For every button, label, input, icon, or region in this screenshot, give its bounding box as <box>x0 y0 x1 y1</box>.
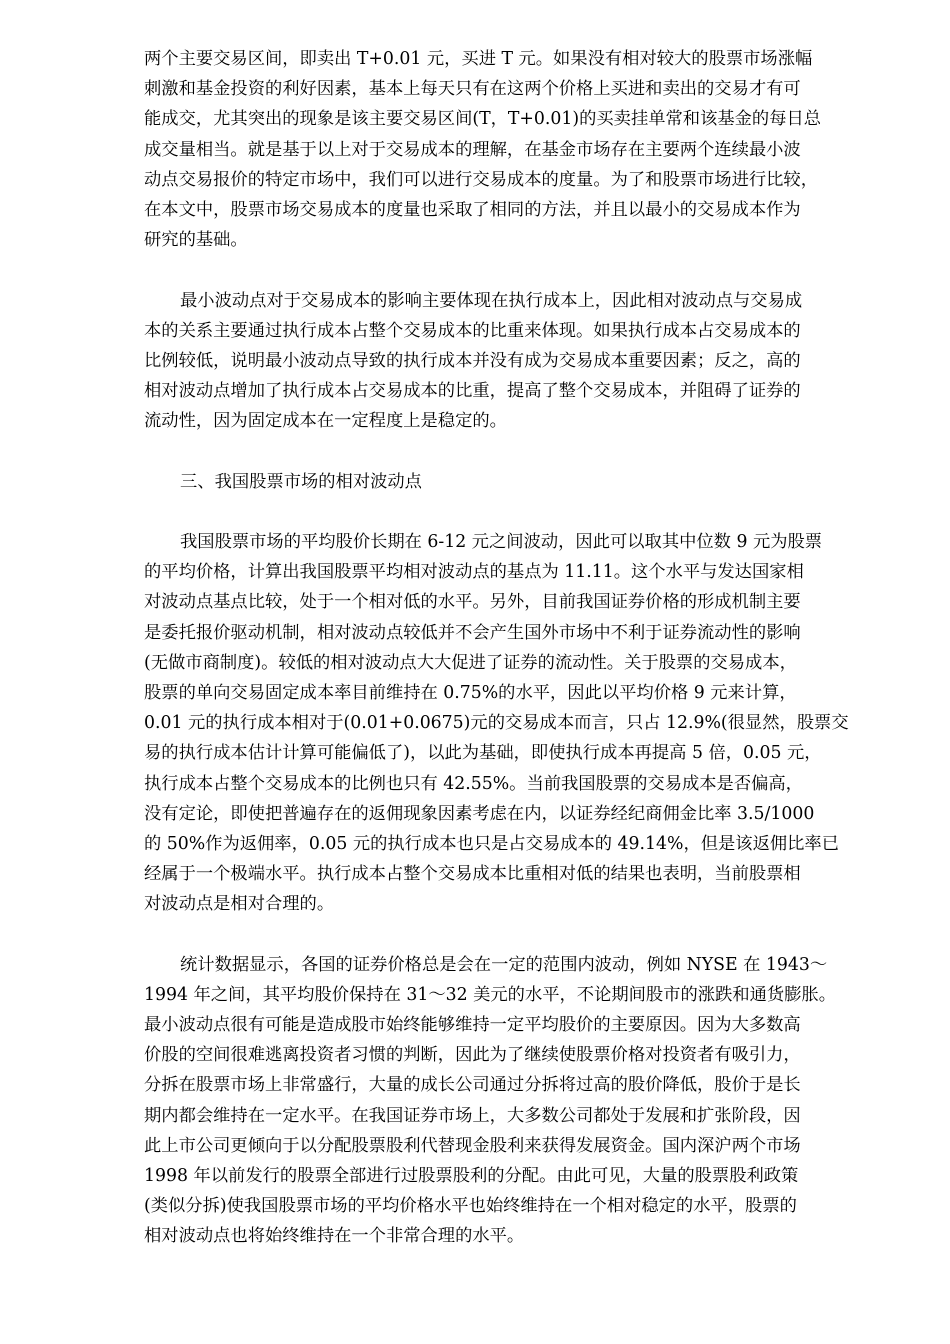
text-line: 能成交，尤其突出的现象是该主要交易区间(T，T+0.01)的买卖挂单常和该基金的每日总 <box>144 109 822 130</box>
text-line: 研究的基础。 <box>144 230 248 251</box>
text-line: 是委托报价驱动机制，相对波动点较低并不会产生国外市场中不利于证券流动性的影响 <box>144 622 801 643</box>
text-line: 最小波动点对于交易成本的影响主要体现在执行成本上，因此相对波动点与交易成 <box>180 290 803 311</box>
document-page <box>144 44 882 1252</box>
text-line: 比例较低，说明最小波动点导致的执行成本并没有成为交易成本重要因素；反之，高的 <box>144 350 801 371</box>
text-line: 刺激和基金投资的利好因素，基本上每天只有在这两个价格上买进和卖出的交易才有可 <box>144 79 801 100</box>
text-line: 对波动点基点比较，处于一个相对低的水平。另外，目前我国证券价格的形成机制主要 <box>144 592 801 613</box>
text-line: 价股的空间很难逃离投资者习惯的判断，因此为了继续使股票价格对投资者有吸引力， <box>144 1045 801 1066</box>
paragraph-5 <box>144 950 882 1252</box>
paragraph-1 <box>144 44 882 255</box>
text-line: 的 50%作为返佣率，0.05 元的执行成本也只是占交易成本的 49.14%，但是该返佣比率已 <box>144 833 839 854</box>
paragraph-gap <box>144 497 882 527</box>
text-line: 1998 年以前发行的股票全部进行过股票股利的分配。由此可见，大量的股票股利政策 <box>144 1165 799 1186</box>
text-line: 此上市公司更倾向于以分配股票股利代替现金股利来获得发展资金。国内深沪两个市场 <box>144 1135 801 1156</box>
text-line: 相对波动点增加了执行成本占交易成本的比重，提高了整个交易成本，并阻碍了证券的 <box>144 381 801 402</box>
text-line: 最小波动点很有可能是造成股市始终能够维持一定平均股价的主要原因。因为大多数高 <box>144 1015 801 1035</box>
text-line: 流动性，因为固定成本在一定程度上是稳定的。 <box>144 411 507 432</box>
text-line: (类似分拆)使我国股票市场的平均价格水平也始终维持在一个相对稳定的水平，股票的 <box>144 1196 797 1217</box>
text-line: 统计数据显示，各国的证券价格总是会在一定的范围内波动，例如 NYSE 在 1943～ <box>180 954 828 975</box>
text-line: 成交量相当。就是基于以上对于交易成本的理解，在基金市场存在主要两个连续最小波 <box>144 139 801 160</box>
text-line: 的平均价格，计算出我国股票平均相对波动点的基点为 11.11。这个水平与发达国家相 <box>144 562 804 583</box>
paragraph-4 <box>144 527 882 919</box>
text-line: 执行成本占整个交易成本的比例也只有 42.55%。当前我国股票的交易成本是否偏高， <box>144 773 803 794</box>
text-line: 经属于一个极端水平。执行成本占整个交易成本比重相对低的结果也表明，当前股票相 <box>144 864 801 885</box>
text-line: 对波动点是相对合理的。 <box>144 894 335 915</box>
text-line: 两个主要交易区间，即卖出 T+0.01 元，买进 T 元。如果没有相对较大的股票市场涨幅 <box>144 49 813 69</box>
text-line: 三、我国股票市场的相对波动点 <box>180 471 422 492</box>
text-line: 在本文中，股票市场交易成本的度量也采取了相同的方法，并且以最小的交易成本作为 <box>144 199 801 220</box>
text-line: 股票的单向交易固定成本率目前维持在 0.75%的水平，因此以平均价格 9 元来计算， <box>144 682 797 703</box>
text-line: 1994 年之间，其平均股价保持在 31～32 美元的水平，不论期间股市的涨跌和通货膨胀。 <box>144 984 837 1005</box>
text-line: 本的关系主要通过执行成本占整个交易成本的比重来体现。如果执行成本占交易成本的 <box>144 320 801 341</box>
paragraph-2 <box>144 286 882 437</box>
paragraph-gap <box>144 255 882 285</box>
text-line: 没有定论，即使把普遍存在的返佣现象因素考虑在内，以证券经纪商佣金比率 3.5/1000 <box>144 803 815 824</box>
text-line: 0.01 元的执行成本相对于(0.01+0.0675)元的交易成本而言，只占 12.9%(很显然，股票交 <box>144 713 849 734</box>
paragraph-gap <box>144 919 882 949</box>
text-line: 易的执行成本估计计算可能偏低了)，以此为基础，即使执行成本再提高 5 倍，0.05 元， <box>144 743 822 764</box>
text-line: 分拆在股票市场上非常盛行，大量的成长公司通过分拆将过高的股价降低，股价于是长 <box>144 1075 801 1096</box>
text-line: 相对波动点也将始终维持在一个非常合理的水平。 <box>144 1226 525 1247</box>
text-line: 期内都会维持在一定水平。在我国证券市场上，大多数公司都处于发展和扩张阶段，因 <box>144 1105 801 1126</box>
paragraph-gap <box>144 436 882 466</box>
text-line: 我国股票市场的平均股价长期在 6-12 元之间波动，因此可以取其中位数 9 元为股票 <box>180 532 823 552</box>
text-line: 动点交易报价的特定市场中，我们可以进行交易成本的度量。为了和股票市场进行比较， <box>144 169 818 190</box>
paragraph-3 <box>144 467 882 497</box>
text-line: (无做市商制度)。较低的相对波动点大大促进了证券的流动性。关于股票的交易成本， <box>144 652 797 673</box>
